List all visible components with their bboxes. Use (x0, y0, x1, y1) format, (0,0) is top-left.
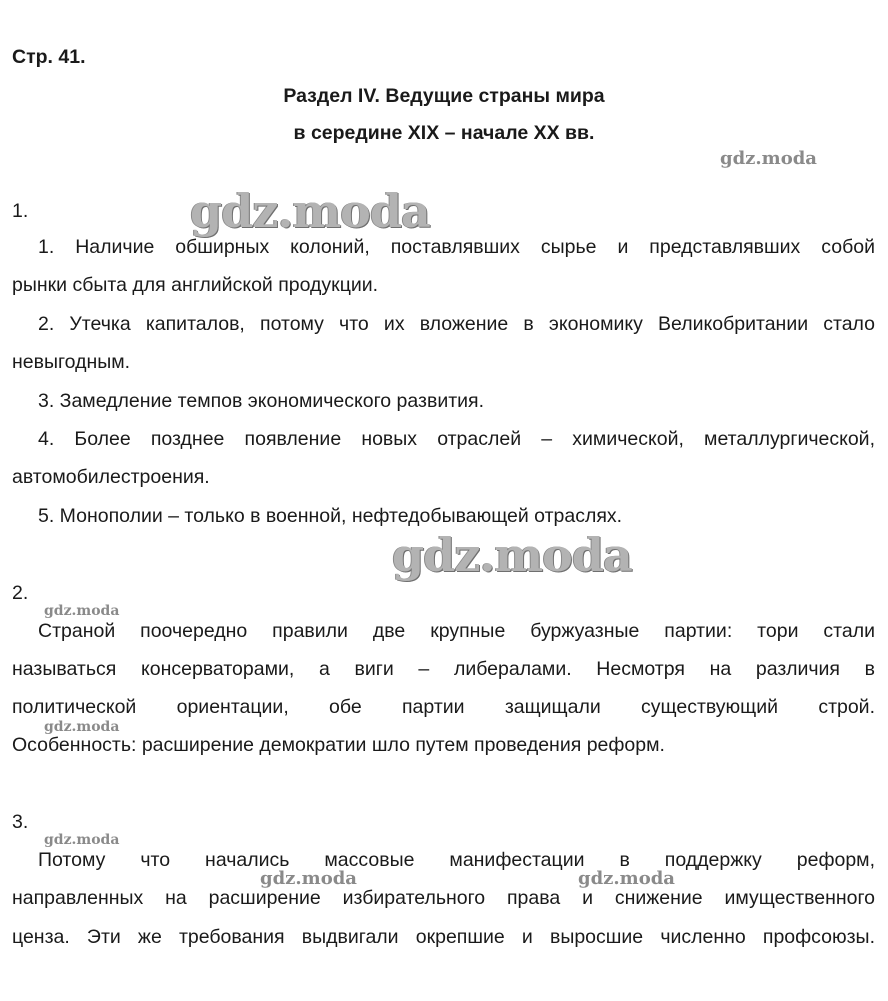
task-number: 3. (12, 811, 29, 833)
answer-line: 5. Монополии – только в военной, нефтедобывающей отраслях. (38, 505, 623, 527)
answer-line: 1. Наличие обширных колоний, поставлявших сырье и представлявших собой (38, 236, 875, 258)
watermark-logo: gdz.moda (190, 184, 430, 238)
section-heading-line-2: в середине XIX – начале XX вв. (293, 122, 595, 144)
watermark-logo: gdz.moda (720, 148, 817, 169)
watermark-logo: gdz.moda (392, 528, 632, 582)
answer-line: Страной поочередно правили две крупные буржуазные партии: тори стали (38, 620, 875, 642)
watermark-logo: gdz.moda (44, 719, 120, 735)
answer-line: политической ориентации, обе партии защищали существующий строй. (12, 696, 875, 718)
watermark-logo: gdz.moda (44, 603, 120, 619)
watermark-logo: gdz.moda (44, 832, 120, 848)
answer-line: автомобилестроения. (12, 466, 210, 488)
answer-line: называться консерваторами, а виги – либералами. Несмотря на различия в (12, 658, 875, 680)
page-reference: Стр. 41. (12, 46, 86, 68)
answer-line: рынки сбыта для английской продукции. (12, 274, 379, 296)
watermark-logo: gdz.moda (578, 868, 675, 889)
task-number: 1. (12, 200, 29, 222)
answer-line: невыгодным. (12, 351, 131, 373)
answer-line: направленных на расширение избирательного права и снижение имущественного (12, 887, 875, 909)
answer-line: 4. Более позднее появление новых отраслей – химической, металлургической, (38, 428, 875, 450)
section-heading-line-1: Раздел IV. Ведущие страны мира (283, 85, 605, 107)
answer-line: 3. Замедление темпов экономического развития. (38, 390, 485, 412)
answer-line: ценза. Эти же требования выдвигали окрепшие и выросшие численно профсоюзы. (12, 926, 875, 948)
answer-line: 2. Утечка капиталов, потому что их вложение в экономику Великобритании стало (38, 313, 875, 335)
answer-line: Особенность: расширение демократии шло путем проведения реформ. (12, 734, 665, 756)
task-number: 2. (12, 582, 29, 604)
watermark-logo: gdz.moda (260, 868, 357, 889)
answer-line: Потому что начались массовые манифестации в поддержку реформ, (38, 849, 875, 871)
